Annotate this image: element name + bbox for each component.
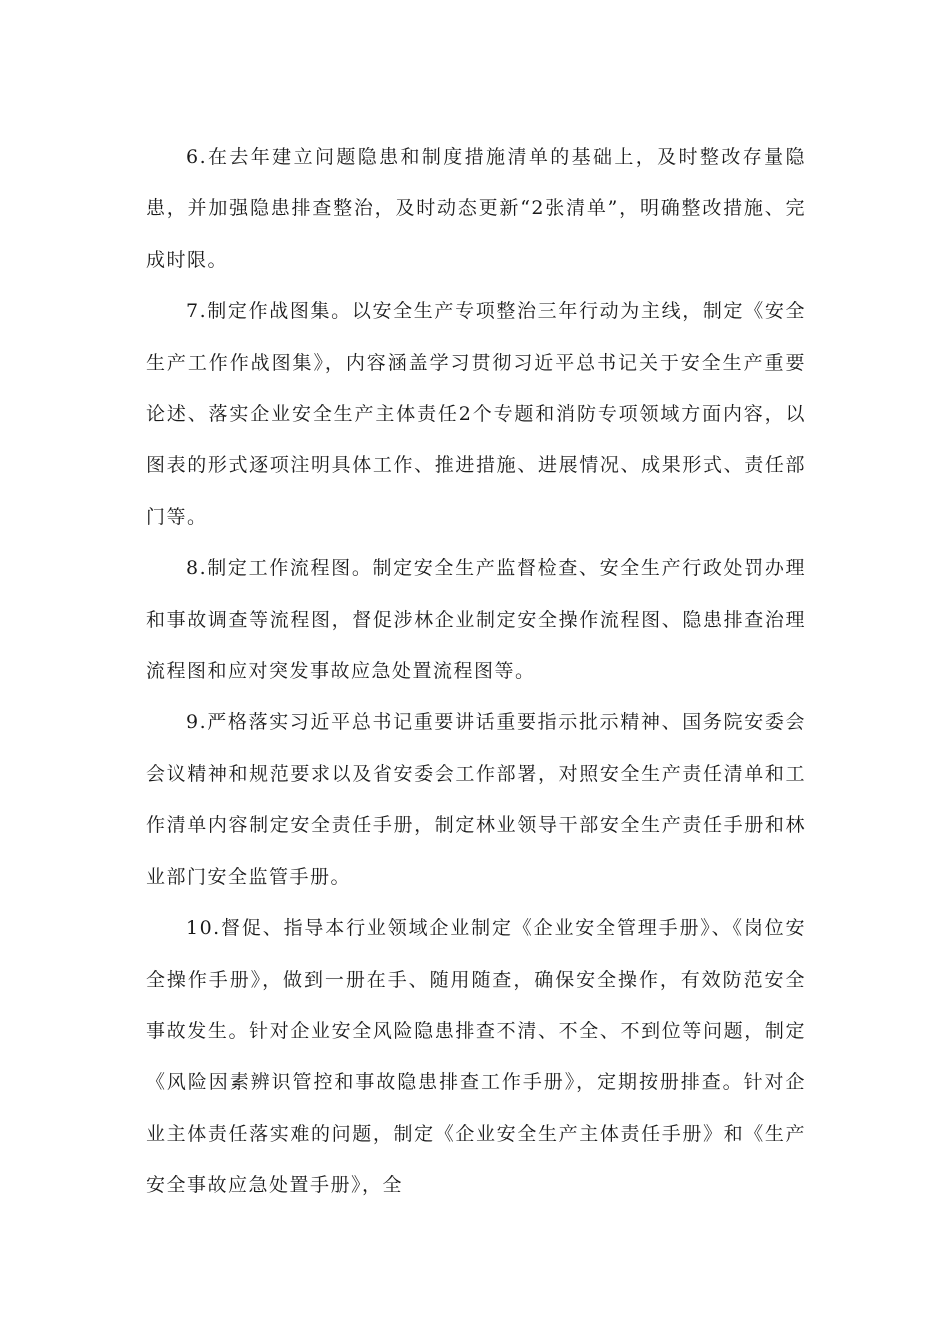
paragraph-9: 9.严格落实习近平总书记重要讲话重要指示批示精神、国务院安委会会议精神和规范要求以及省安委会工作部署，对照安全生产责任清单和工作清单内容制定安全责任手册，制定林业领导干部安全生产责任手册和林业部门安全监管手册。: [146, 711, 806, 888]
paragraph-10: 10.督促、指导本行业领域企业制定《企业安全管理手册》、《岗位安全操作手册》，做到一册在手、随用随查，确保安全操作，有效防范安全事故发生。针对企业安全风险隐患排查不清、不全、不到位等问题，制定《风险因素辨识管控和事故隐患排查工作手册》，定期按册排查。针对企业主体责任落实难的问题，制定《企业安全生产主体责任手册》和《生产安全事故应急处置手册》，全: [146, 917, 806, 1197]
paragraph-6: 6.在去年建立问题隐患和制度措施清单的基础上，及时整改存量隐患，并加强隐患排查整治，及时动态更新“2张清单”，明确整改措施、完成时限。: [146, 146, 806, 271]
paragraph-8: 8.制定工作流程图。制定安全生产监督检查、安全生产行政处罚办理和事故调查等流程图，督促涉林企业制定安全操作流程图、隐患排查治理流程图和应对突发事故应急处置流程图等。: [146, 557, 806, 683]
paragraph-7: 7.制定作战图集。以安全生产专项整治三年行动为主线，制定《安全生产工作作战图集》，内容涵盖学习贯彻习近平总书记关于安全生产重要论述、落实企业安全生产主体责任2个专题和消防专项领域方面内容，以图表的形式逐项注明具体工作、推进措施、进展情况、成果形式、责任部门等。: [146, 300, 806, 528]
document-body: [146, 132, 806, 1212]
